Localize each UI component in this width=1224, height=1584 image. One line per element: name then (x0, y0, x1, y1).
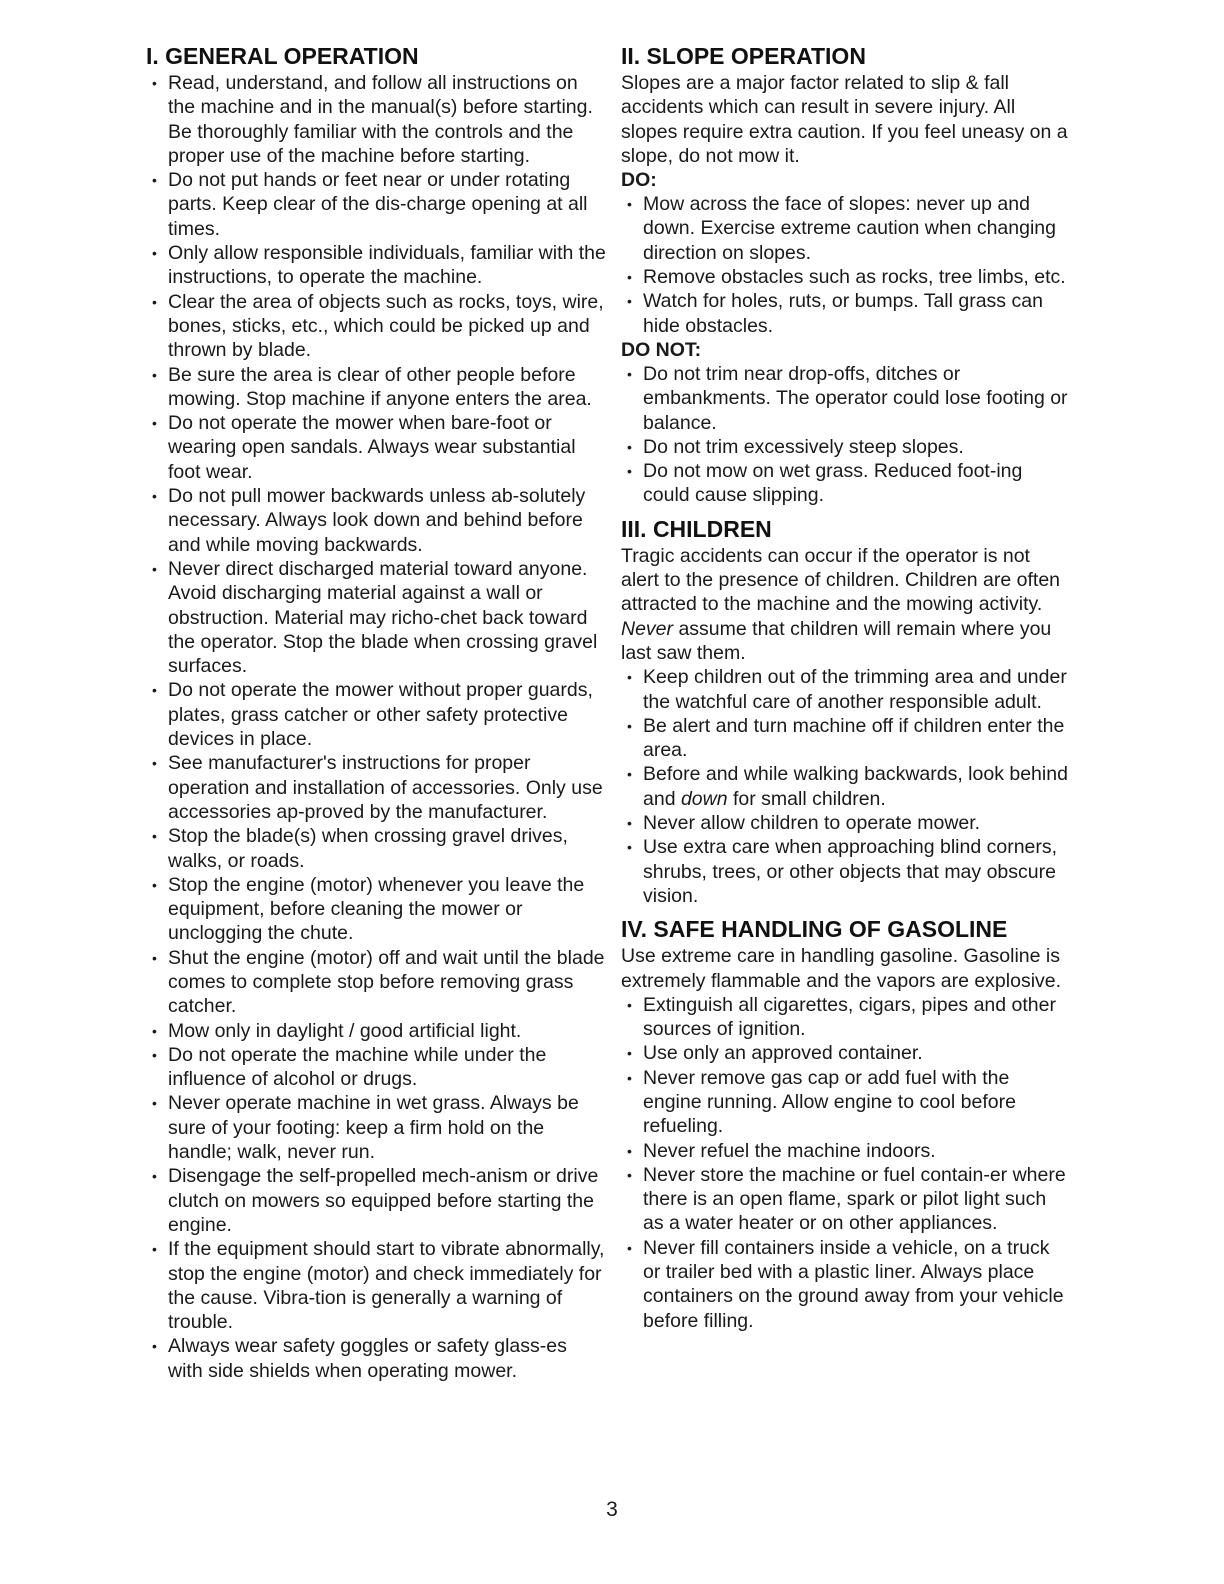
list-item: • If the equipment should start to vibrate abnormally, stop the engine (motor) and check immediately for the cause. Vibra-tion is generally a warning of trouble. (146, 1237, 606, 1334)
list-item: • Mow across the face of slopes: never up and down. Exercise extreme caution when changing direction on slopes. (621, 192, 1071, 265)
slope-do-heading: DO: (621, 169, 657, 192)
children-intro-text: Tragic accidents can occur if the operator is not alert to the presence of children. Children are often attracted to the machine and the mowing activity. (621, 544, 1061, 616)
gasoline-heading: IV. SAFE HANDLING OF GASOLINE (621, 916, 1008, 943)
slope-operation-heading: II. SLOPE OPERATION (621, 43, 866, 69)
gasoline-intro: Use extreme care in handling gasoline. Gasoline is extremely flammable and the vapors are explosive. (621, 945, 1062, 992)
children-intro (621, 544, 1071, 665)
list-item: • Never remove gas cap or add fuel with the engine running. Allow engine to cool before refueling. (621, 1066, 1071, 1139)
list-item-text: for small children. (727, 787, 886, 810)
slope-intro: Slopes are a major factor related to slip & fall accidents which can result in severe injury. All slopes require extra caution. If you feel uneasy on a slope, do not mow it. (621, 72, 1068, 167)
list-item: • Disengage the self-propelled mech-anism or drive clutch on mowers so equipped before starting the engine. (146, 1164, 606, 1237)
list-item: • Always wear safety goggles or safety glass-es with side shields when operating mower. (146, 1334, 606, 1383)
list-item: • Do not mow on wet grass. Reduced foot-ing could cause slipping. (621, 459, 1071, 508)
children-heading: III. CHILDREN (621, 515, 772, 542)
list-item: • Never operate machine in wet grass. Always be sure of your footing: keep a firm hold on the handle; walk, never run. (146, 1091, 606, 1164)
list-item: • Use extra care when approaching blind corners, shrubs, trees, or other objects that may obscure vision. (621, 835, 1071, 908)
list-item: • Never allow children to operate mower. (621, 811, 1071, 835)
gasoline-list (621, 993, 1071, 1333)
list-item: • Never refuel the machine indoors. (621, 1139, 1071, 1163)
list-item: • Stop the blade(s) when crossing gravel drives, walks, or roads. (146, 824, 606, 873)
list-item: • Keep children out of the trimming area and under the watchful care of another responsible adult. (621, 665, 1071, 714)
list-item: • Shut the engine (motor) off and wait until the blade comes to complete stop before removing grass catcher. (146, 946, 606, 1019)
children-intro-emphasis: Never (621, 617, 674, 640)
list-item: • Clear the area of objects such as rocks, toys, wire, bones, sticks, etc., which could be picked up and thrown by blade. (146, 290, 606, 363)
list-item: • Do not operate the machine while under the influence of alcohol or drugs. (146, 1043, 606, 1092)
list-item: • Read, understand, and follow all instructions on the machine and in the manual(s) before starting. Be thoroughly familiar with the controls and the proper use of the machine before starting. (146, 71, 606, 168)
list-item: • Stop the engine (motor) whenever you leave the equipment, before cleaning the mower or unclogging the chute. (146, 873, 606, 946)
general-operation-heading: I. GENERAL OPERATION (146, 43, 419, 69)
slope-donot-list (621, 362, 1071, 508)
children-intro-text: assume that children will remain where you last saw them. (621, 617, 1052, 664)
list-item: • Do not put hands or feet near or under rotating parts. Keep clear of the dis-charge opening at all times. (146, 168, 606, 241)
list-item-text: Before and while walking backwards, look behind and (643, 763, 1068, 810)
list-item: • Extinguish all cigarettes, cigars, pipes and other sources of ignition. (621, 993, 1071, 1042)
list-item: • Be alert and turn machine off if children enter the area. (621, 714, 1071, 763)
list-item: • Use only an approved container. (621, 1041, 1071, 1065)
slope-do-list (621, 192, 1071, 338)
list-item: • Do not trim near drop-offs, ditches or embankments. The operator could lose footing or balance. (621, 362, 1071, 435)
left-column (146, 43, 606, 1383)
list-item: • Never fill containers inside a vehicle, on a truck or trailer bed with a plastic liner. Always place containers on the ground away from your vehicle before filling. (621, 1236, 1071, 1333)
list-item: • Mow only in daylight / good artificial light. (146, 1019, 606, 1043)
list-item: • Be sure the area is clear of other people before mowing. Stop machine if anyone enters the area. (146, 363, 606, 412)
page-number: 3 (606, 1498, 618, 1521)
list-item: • Do not operate the mower when bare-foot or wearing open sandals. Always wear substantial foot wear. (146, 411, 606, 484)
list-item: • Never store the machine or fuel contain-er where there is an open flame, spark or pilot light such as a water heater or on other appliances. (621, 1163, 1071, 1236)
list-item: • Watch for holes, ruts, or bumps. Tall grass can hide obstacles. (621, 289, 1071, 338)
children-list (621, 665, 1071, 908)
slope-donot-heading: DO NOT: (621, 338, 702, 361)
list-item: • Do not trim excessively steep slopes. (621, 435, 1071, 459)
list-item: • Remove obstacles such as rocks, tree limbs, etc. (621, 265, 1071, 289)
list-item-emphasis: down (680, 787, 728, 810)
list-item: • Only allow responsible individuals, familiar with the instructions, to operate the machine. (146, 241, 606, 290)
list-item (621, 762, 1071, 811)
list-item: • Do not operate the mower without proper guards, plates, grass catcher or other safety protective devices in place. (146, 678, 606, 751)
list-item: • Do not pull mower backwards unless ab-solutely necessary. Always look down and behind before and while moving backwards. (146, 484, 606, 557)
general-operation-list (146, 71, 606, 1383)
list-item: • Never direct discharged material toward anyone. Avoid discharging material against a wall or obstruction. Material may richo-chet back toward the operator. Stop the blade when crossing gravel surfaces. (146, 557, 606, 678)
list-item: • See manufacturer's instructions for proper operation and installation of accessories. Only use accessories ap-proved by the manufacturer. (146, 751, 606, 824)
right-column (621, 43, 1071, 1333)
